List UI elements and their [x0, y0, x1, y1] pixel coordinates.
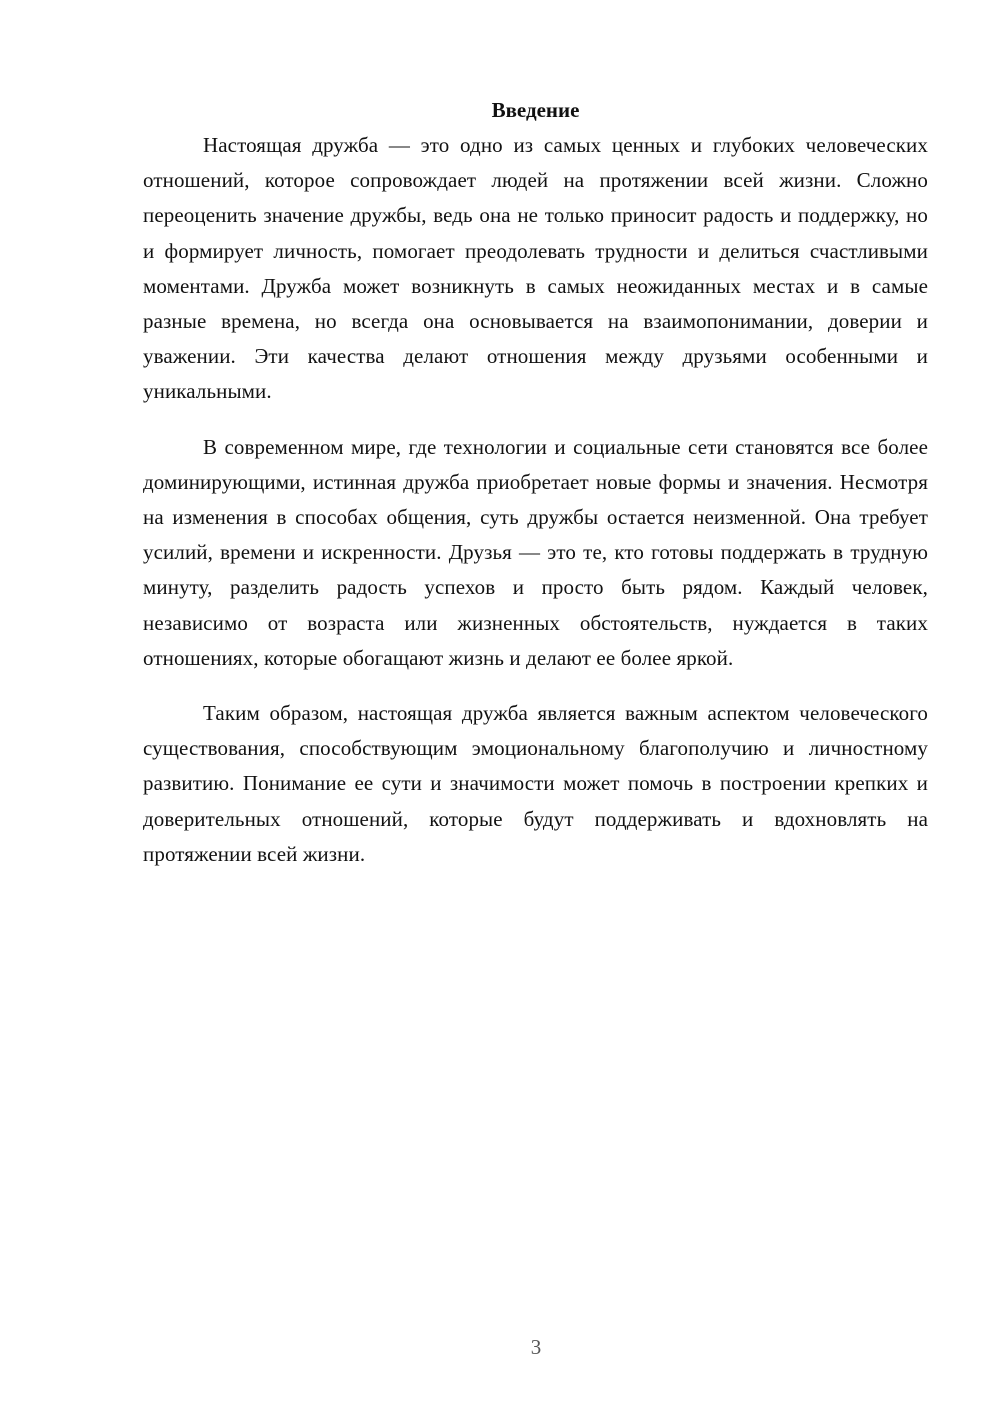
paragraph-2: В современном мире, где технологии и социальные сети становятся все более доминирующими, истинная дружба приобретает новые формы и значения. Несмотря на изменения в способах общения, суть дружбы остается неизменной. Она требует усилий, времени и искренности. Друзья — это те, кто готовы поддержать в трудную минуту, разделить радость успехов и просто быть рядом. Каждый человек, независимо от возраста или жизненных обстоятельств, нуждается в таких отношениях, которые обогащают жизнь и делают ее более яркой.: [143, 434, 928, 670]
page-number: 3: [530, 1335, 542, 1359]
paragraph-3: Таким образом, настоящая дружба является важным аспектом человеческого существования, способствующим эмоциональному благополучию и личностному развитию. Понимание ее сути и значимости может помочь в построении крепких и доверительных отношений, которые будут поддерживать и вдохновлять на протяжении всей жизни.: [143, 701, 928, 866]
page-content: [143, 93, 928, 872]
paragraph-1: Настоящая дружба — это одно из самых ценных и глубоких человеческих отношений, которое сопровождает людей на протяжении всей жизни. Сложно переоценить значение дружбы, ведь она не только приносит радость и поддержку, но и формирует личность, помогает преодолевать трудности и делиться счастливыми моментами. Дружба может возникнуть в самых неожиданных местах и в самые разные времена, но всегда она основывается на взаимопонимании, доверии и уважении. Эти качества делают отношения между друзьями особенными и уникальными.: [143, 133, 928, 404]
section-title: Введение: [491, 98, 580, 122]
